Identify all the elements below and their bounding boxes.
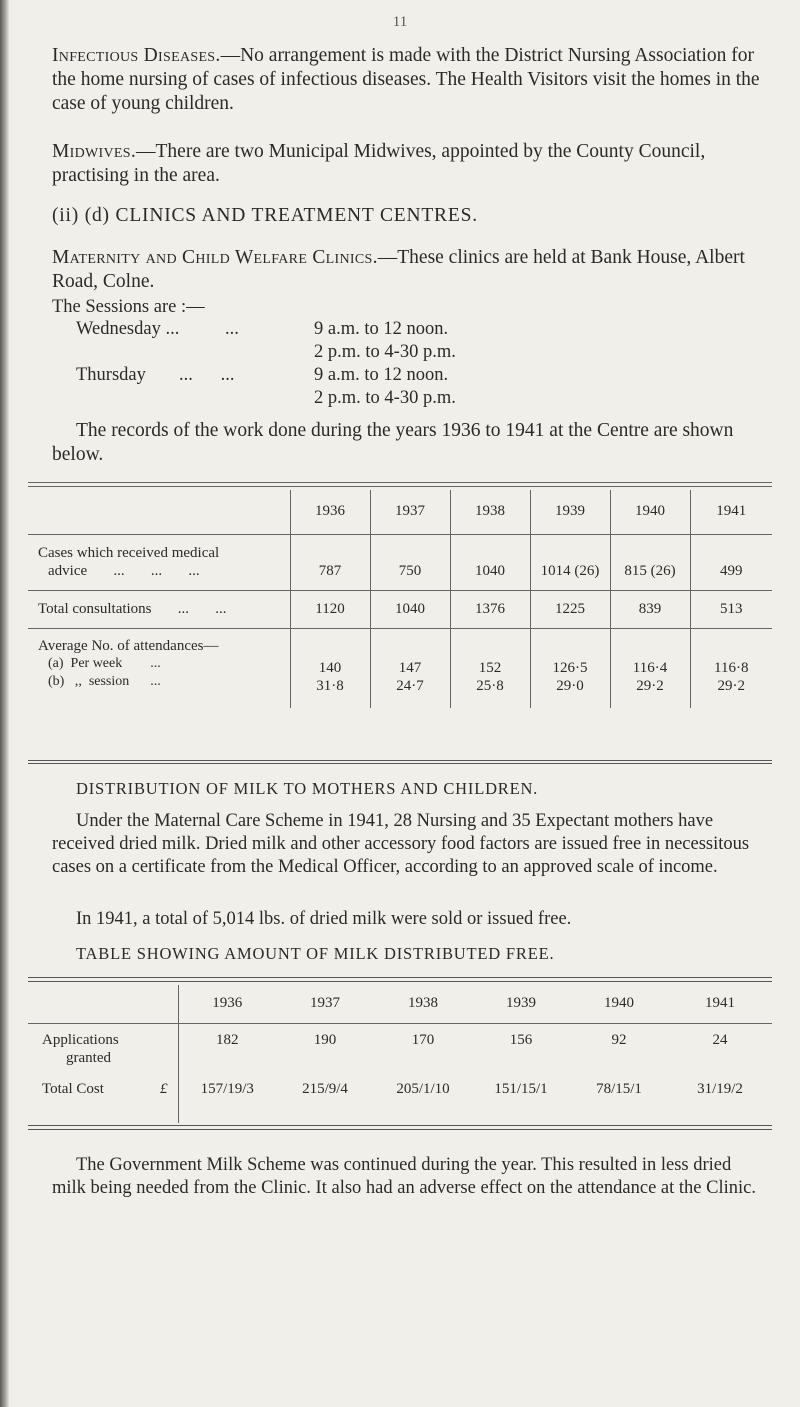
table-cell: 205/1/10 [396,1081,450,1097]
table-cell: 78/15/1 [596,1081,642,1097]
records-paragraph: The records of the work done during the years 1936 to 1941 at the Centre are shown below. [52,420,734,465]
table-cell-value: 31·8 [316,678,344,695]
year-header: 1941 [690,490,772,534]
table-header-row [28,985,772,1023]
session-time: 9 a.m. to 12 noon. [314,365,449,385]
table-cell-value: 126·5 [552,660,588,677]
year-header: 1937 [276,985,374,1023]
table-cell: 151/15/1 [494,1081,548,1097]
table-cell-value: 25·8 [476,678,504,695]
table-row [28,590,772,628]
table-cell-value: 116·4 [632,660,668,677]
midwives-lead: Midwives. [52,141,137,162]
page-number: 11 [392,14,408,30]
midwives-paragraph [52,140,762,188]
sessions-intro: The Sessions are :— [52,297,205,317]
table-cell [610,628,690,708]
table-cell: 839 [610,590,690,628]
row-label-line: (b) ,, session ... [48,673,161,689]
table-cell: 815 (26) [610,534,690,590]
table-top-rule [28,482,772,483]
table-cell-value: 24·7 [396,678,424,695]
table-cell-value: 29·0 [556,678,584,695]
table-cell: 157/19/3 [178,1075,276,1123]
milk-distribution-table [28,985,772,1123]
maternity-lead: Maternity and Child Welfare Clinics. [52,247,378,268]
table-cell: 1225 [530,590,610,628]
table-cell-value: 29·2 [717,678,745,695]
table-cell: 1376 [450,590,530,628]
currency-symbol: £ [160,1081,168,1097]
table-cell [450,628,530,708]
table-top-rule [28,977,772,978]
year-header: 1941 [668,985,772,1023]
table-cell: 92 [611,1031,627,1048]
table-cell: 182 [178,1023,276,1075]
year-header: 1939 [472,985,570,1023]
table-cell: 1040 [450,534,530,590]
row-label-line: Average No. of attendances— [38,637,219,654]
year-header: 1937 [370,490,450,534]
year-header: 1936 [290,490,370,534]
maternity-paragraph [52,246,762,294]
table-cell: 1040 [370,590,450,628]
row-label-text: Total Cost [42,1081,104,1097]
table-row [28,1023,772,1075]
table-bottom-rule [28,760,772,761]
table-cell: 190 [313,1031,337,1048]
table-cell [530,628,610,708]
table-row [28,1075,772,1123]
row-label [28,628,290,708]
table-bottom-rule [28,763,772,764]
row-label [28,1075,178,1123]
year-header: 1938 [450,490,530,534]
table-bottom-rule [28,1129,772,1130]
row-label-line: advice ... ... ... [48,563,200,579]
year-header: 1939 [530,490,610,534]
table-cell: 156 [509,1031,533,1048]
table-cell: 513 [690,590,772,628]
table-cell: 750 [370,534,450,590]
table-corner-cell [28,490,290,534]
row-label-line: Cases which received medical [38,545,220,561]
midwives-text: —There are two Municipal Midwives, appointed by the County Council, practising in the area. [52,141,706,186]
infectious-diseases-lead: Infectious Diseases. [52,45,221,66]
table-cell: 1014 (26) [530,534,610,590]
table-cell-value: 152 [478,660,502,677]
year-header: 1938 [374,985,472,1023]
table-cell-value: 29·2 [636,678,664,695]
table-cell: 787 [290,534,370,590]
table-cell [370,628,450,708]
maternity-text: —These clinics are held at Bank House, Albert Road, Colne. [52,247,745,292]
table-cell: 24 [712,1031,728,1048]
session-dots: ... [225,319,239,339]
session-time: 2 p.m. to 4-30 p.m. [314,388,456,408]
table-header-row [28,490,772,534]
row-label [28,1023,178,1075]
session-time: 2 p.m. to 4-30 p.m. [314,342,456,362]
milk-distribution-heading: DISTRIBUTION OF MILK TO MOTHERS AND CHILDREN. [76,779,539,798]
year-header: 1936 [178,985,276,1023]
table-cell: 31/19/2 [697,1081,743,1097]
table-cell [690,628,772,708]
infectious-diseases-text: —No arrangement is made with the District Nursing Association for the home nursing of cases of infectious diseases. The Health Visitors visit the homes in the case of young children. [52,45,760,114]
row-label: Total consultations ... ... [28,590,290,628]
infectious-diseases-paragraph [52,44,762,116]
table-cell-value: 147 [398,660,422,677]
table-cell-value: 140 [318,660,342,677]
year-header: 1940 [610,490,690,534]
milk-paragraph-1: Under the Maternal Care Scheme in 1941, 28 Nursing and 35 Expectant mothers have received dried milk. Dried milk and other accessory food factors are issued free in necessitous cases on a certificate from the Medical Officer, according to an approved scale of income. [52,811,750,877]
row-label-line: Applications [42,1032,119,1049]
row-label [28,534,290,590]
page-binding-shadow [0,0,9,1407]
table-cell-value: 116·8 [714,660,749,677]
row-label-line: (a) Per week ... [48,655,161,671]
session-day: Thursday [76,365,146,385]
session-time: 9 a.m. to 12 noon. [314,319,449,339]
row-label-line: granted [66,1050,111,1067]
table-cell [290,628,370,708]
clinics-heading: (ii) (d) CLINICS AND TREATMENT CENTRES. [52,205,478,226]
table-top-rule [28,486,772,487]
table-cell: 499 [690,534,772,590]
table-corner-cell [28,985,178,1023]
table-cell: 1120 [290,590,370,628]
table-cell: 170 [411,1031,435,1048]
session-dots: ... ... [179,365,235,385]
table-row [28,628,772,708]
milk-table-heading: TABLE SHOWING AMOUNT OF MILK DISTRIBUTED FREE. [76,944,555,963]
table-top-rule [28,981,772,982]
closing-paragraph: The Government Milk Scheme was continued during the year. This resulted in less dried milk being needed from the Clinic. It also had an adverse effect on the attendance at the Clinic. [52,1155,756,1198]
milk-paragraph-2: In 1941, a total of 5,014 lbs. of dried milk were sold or issued free. [76,909,572,929]
table-cell: 215/9/4 [302,1081,348,1097]
table-bottom-rule [28,1125,772,1126]
clinic-records-table [28,490,772,708]
year-header: 1940 [570,985,668,1023]
table-row [28,534,772,590]
session-day: Wednesday ... [76,319,180,339]
